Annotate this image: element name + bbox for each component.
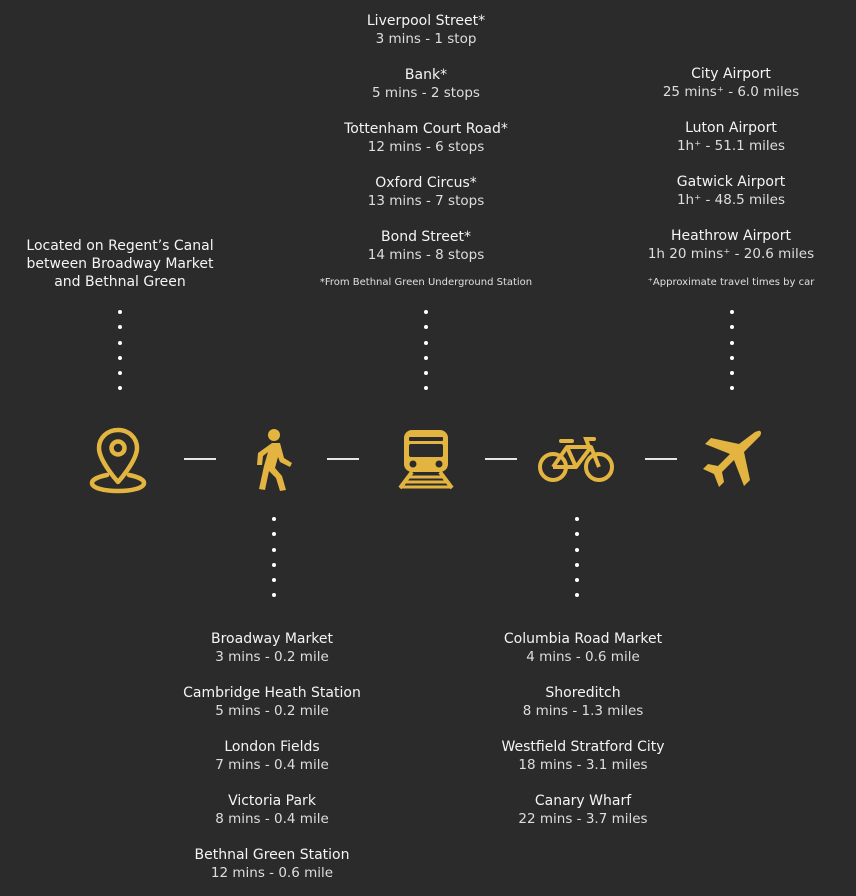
air-destinations [611, 65, 851, 263]
destination-detail: 7 mins - 0.4 mile [215, 757, 329, 773]
air-destination [611, 173, 851, 209]
cycle-destination [453, 684, 713, 720]
destination-detail: 1h 20 mins⁺ - 20.6 miles [647, 246, 815, 262]
destination-name: Heathrow Airport [671, 228, 791, 244]
air-destination [611, 119, 851, 155]
tube-destinations [296, 12, 556, 264]
destination-name: City Airport [691, 66, 771, 82]
destination-name: Cambridge Heath Station [183, 685, 361, 701]
destination-name: Westfield Stratford City [501, 739, 665, 755]
bicycle-icon [538, 436, 614, 484]
destination-name: Canary Wharf [534, 793, 632, 809]
walk-destination [142, 684, 402, 720]
tube-footnote: *From Bethnal Green Underground Station [319, 277, 533, 288]
tube-destination [296, 228, 556, 264]
destination-detail: 3 mins - 0.2 mile [215, 649, 329, 665]
location-dots [118, 310, 122, 402]
cycle-destination [453, 738, 713, 774]
destination-name: Broadway Market [211, 631, 333, 647]
cycle-dots [575, 517, 579, 609]
destination-name: London Fields [224, 739, 320, 755]
destination-detail: 22 mins - 3.7 miles [518, 811, 648, 827]
destination-detail: 13 mins - 7 stops [367, 193, 485, 209]
walk-destination [142, 738, 402, 774]
connector-line [327, 458, 359, 460]
map-pin-icon [88, 426, 148, 494]
destination-name: Bank* [404, 67, 448, 83]
location-line-1: Located on Regent’s Canal [26, 238, 214, 254]
destination-name: Victoria Park [228, 793, 316, 809]
destination-detail: 5 mins - 0.2 mile [215, 703, 329, 719]
airplane-icon [700, 428, 764, 492]
walk-destinations [142, 630, 402, 882]
cycle-destinations [453, 630, 713, 828]
location-line-2: between Broadway Market [26, 256, 214, 272]
destination-detail: 1h⁺ - 51.1 miles [676, 138, 786, 154]
destination-detail: 5 mins - 2 stops [372, 85, 480, 101]
location-description [20, 237, 220, 291]
destination-name: Luton Airport [685, 120, 777, 136]
destination-name: Bond Street* [381, 229, 471, 245]
connector-line [645, 458, 677, 460]
connector-line [485, 458, 517, 460]
tube-destination [296, 12, 556, 48]
destination-detail: 4 mins - 0.6 mile [526, 649, 640, 665]
walk-dots [272, 517, 276, 609]
destination-name: Oxford Circus* [375, 175, 477, 191]
destination-name: Shoreditch [545, 685, 621, 701]
destination-detail: 25 mins⁺ - 6.0 miles [662, 84, 800, 100]
destination-name: Bethnal Green Station [194, 847, 350, 863]
train-icon [398, 428, 454, 490]
walk-destination [142, 792, 402, 828]
air-destination [611, 227, 851, 263]
destination-name: Liverpool Street* [366, 13, 486, 29]
walk-destination [142, 846, 402, 882]
destination-detail: 12 mins - 0.6 mile [210, 865, 334, 881]
destination-detail: 14 mins - 8 stops [367, 247, 485, 263]
air-destination [611, 65, 851, 101]
destination-detail: 8 mins - 0.4 mile [215, 811, 329, 827]
cycle-destination [453, 792, 713, 828]
destination-detail: 18 mins - 3.1 miles [518, 757, 648, 773]
destination-detail: 8 mins - 1.3 miles [522, 703, 644, 719]
destination-name: Tottenham Court Road* [344, 121, 508, 137]
destination-detail: 3 mins - 1 stop [375, 31, 477, 47]
walking-person-icon [250, 428, 296, 492]
tube-destination [296, 120, 556, 156]
destination-name: Gatwick Airport [676, 174, 786, 190]
walk-destination [142, 630, 402, 666]
destination-detail: 1h⁺ - 48.5 miles [676, 192, 786, 208]
tube-destination [296, 174, 556, 210]
connector-line [184, 458, 216, 460]
air-dots [730, 310, 734, 402]
air-footnote: ⁺Approximate travel times by car [647, 277, 815, 288]
destination-name: Columbia Road Market [503, 631, 663, 647]
destination-detail: 12 mins - 6 stops [367, 139, 485, 155]
tube-destination [296, 66, 556, 102]
cycle-destination [453, 630, 713, 666]
tube-dots [424, 310, 428, 402]
location-line-3: and Bethnal Green [54, 274, 186, 290]
